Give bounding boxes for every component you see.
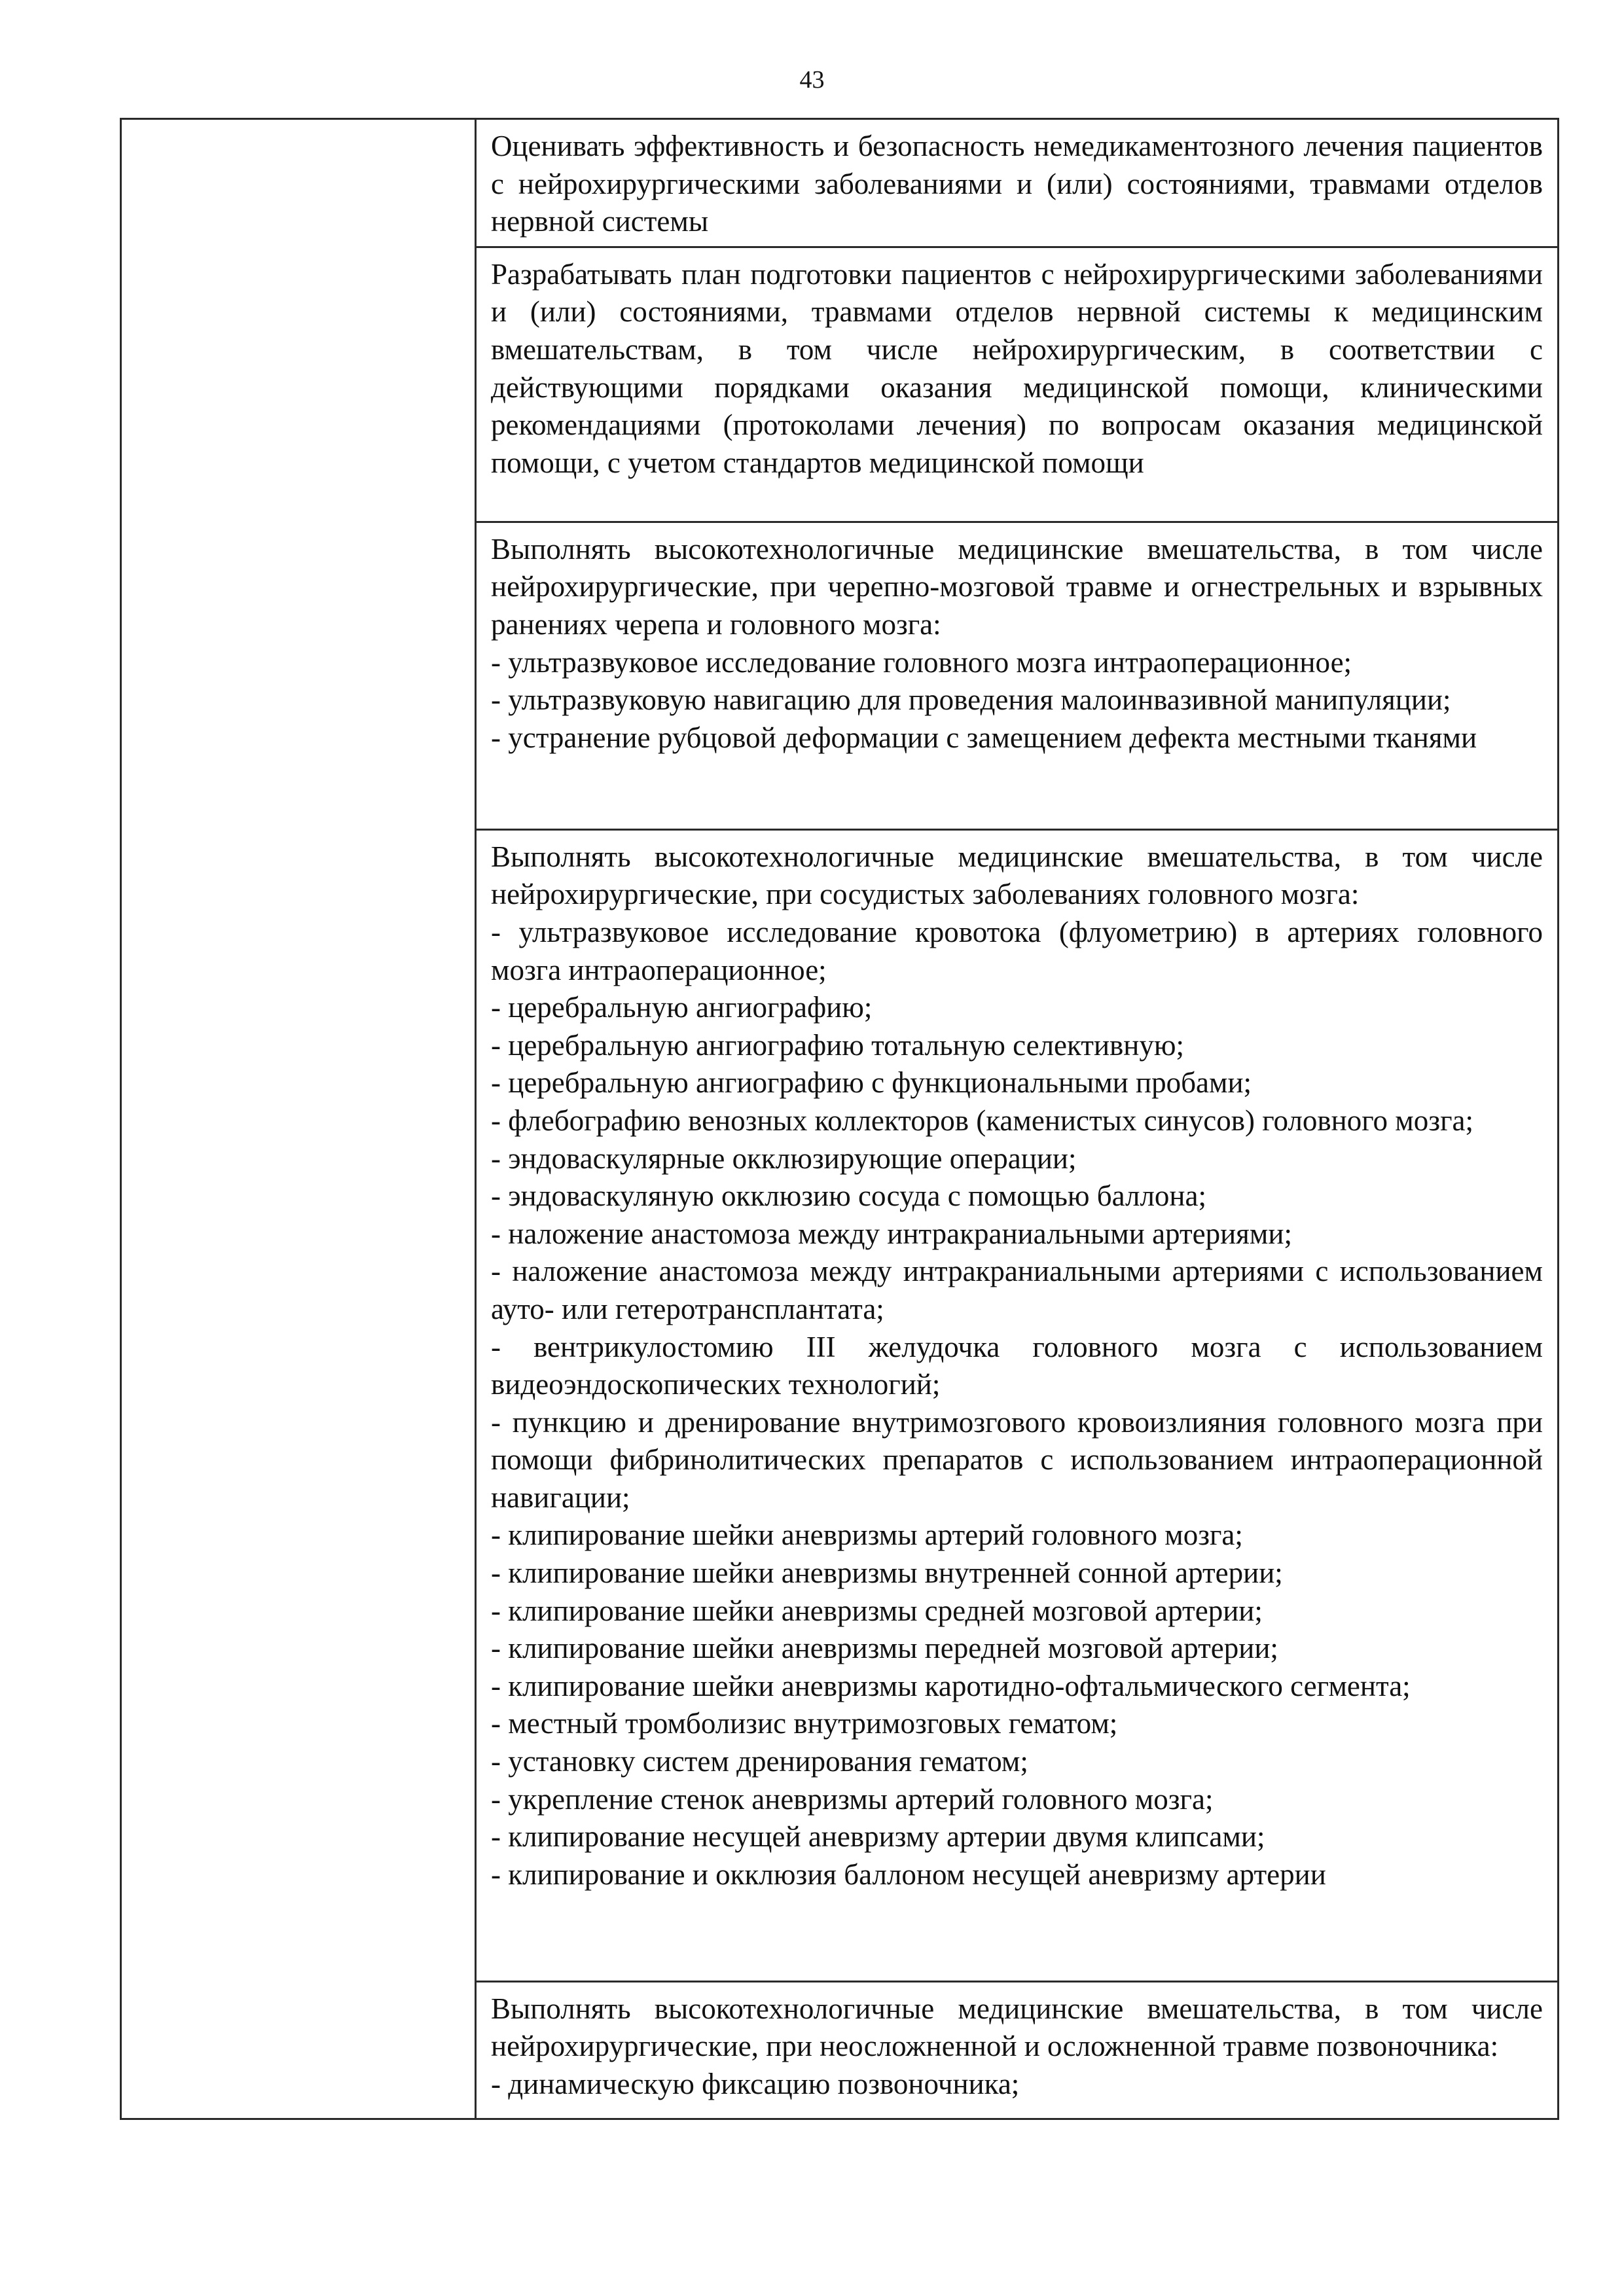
cell-paragraph: Оценивать эффективность и безопасность немедикаментозного лечения пациентов с нейрохирургическими заболеваниями и (или) состояниями, травмами отделов нервной системы xyxy=(491,130,1543,238)
list-item: - церебральную ангиографию; xyxy=(491,991,873,1024)
page-number: 43 xyxy=(799,66,825,94)
table-cell xyxy=(476,119,1559,247)
list-item: - эндоваскуляную окклюзию сосуда с помощью баллона; xyxy=(491,1179,1206,1213)
table-cell xyxy=(476,1981,1559,2119)
cell-paragraph: Выполнять высокотехнологичные медицинские вмешательства, в том числе нейрохирургические, при сосудистых заболеваниях головного мозга: xyxy=(491,840,1543,911)
list-item: - клипирование шейки аневризмы каротидно-офтальмического сегмента; xyxy=(491,1669,1411,1702)
list-item: - ультразвуковое исследование головного мозга интраоперационное; xyxy=(491,645,1352,679)
list-item: - наложение анастомоза между интракраниальными артериями с использованием ауто- или гетеротрансплантата; xyxy=(491,1255,1543,1325)
cell-text xyxy=(477,831,1557,1899)
list-item: - устранение рубцовой деформации с замещением дефекта местными тканями xyxy=(491,721,1477,754)
cell-paragraph: Разрабатывать план подготовки пациентов с нейрохирургическими заболеваниями и (или) состояниями, травмами отделов нервной системы к медицинским вмешательствам, в том числе нейрохирургическим, в соответствии с действующими порядками оказания медицинской помощи, клиническими рекомендациями (протоколами лечения) по вопросам оказания медицинской помощи, с учетом стандартов медицинской помощи xyxy=(491,257,1543,479)
list-item: - клипирование и окклюзия баллоном несущей аневризму артерии xyxy=(491,1857,1326,1891)
list-item: - церебральную ангиографию тотальную селективную; xyxy=(491,1028,1184,1062)
list-item: - ультразвуковую навигацию для проведения малоинвазивной манипуляции; xyxy=(491,683,1451,717)
list-item: - вентрикулостомию III желудочка головного мозга с использованием видеоэндоскопических технологий; xyxy=(491,1330,1543,1401)
list-item: - клипирование шейки аневризмы внутренней сонной артерии; xyxy=(491,1556,1283,1590)
list-item: - клипирование шейки аневризмы артерий головного мозга; xyxy=(491,1518,1243,1552)
list-item: - наложение анастомоза между интракраниальными артериями; xyxy=(491,1217,1292,1250)
list-item: - пункцию и дренирование внутримозгового кровоизлияния головного мозга при помощи фибринолитических препаратов с использованием интраоперационной навигации; xyxy=(491,1405,1543,1514)
cell-text xyxy=(477,523,1557,762)
list-item: - ультразвуковое исследование кровотока (флуометрию) в артериях головного мозга интраоперационное; xyxy=(491,915,1543,986)
cell-text xyxy=(477,120,1557,246)
table-cell xyxy=(476,829,1559,1981)
left-merged-cell xyxy=(121,119,476,2119)
list-item: - эндоваскулярные окклюзирующие операции; xyxy=(491,1141,1077,1175)
list-item: - клипирование шейки аневризмы средней мозговой артерии; xyxy=(491,1594,1263,1627)
list-item: - укрепление стенок аневризмы артерий головного мозга; xyxy=(491,1782,1214,1816)
list-item: - местный тромболизис внутримозговых гематом; xyxy=(491,1707,1118,1740)
table-cell xyxy=(476,522,1559,829)
cell-paragraph: Выполнять высокотехнологичные медицинские вмешательства, в том числе нейрохирургические, при черепно-мозговой травме и огнестрельных и взрывных ранениях черепа и головного мозга: xyxy=(491,532,1543,641)
list-item: - флебографию венозных коллекторов (каменистых синусов) головного мозга; xyxy=(491,1103,1473,1137)
list-item: - клипирование шейки аневризмы передней мозговой артерии; xyxy=(491,1632,1278,1665)
list-item: - динамическую фиксацию позвоночника; xyxy=(491,2067,1020,2100)
table-row xyxy=(121,119,1559,247)
list-item: - клипирование несущей аневризму артерии двумя клипсами; xyxy=(491,1820,1265,1854)
list-item: - церебральную ангиографию с функциональными пробами; xyxy=(491,1066,1252,1100)
skills-table xyxy=(120,118,1559,2120)
cell-text xyxy=(477,248,1557,488)
list-item: - установку систем дренирования гематом; xyxy=(491,1745,1028,1778)
table-cell xyxy=(476,247,1559,522)
cell-text xyxy=(477,1982,1557,2109)
cell-paragraph: Выполнять высокотехнологичные медицинские вмешательства, в том числе нейрохирургические, при неосложненной и осложненной травме позвоночника: xyxy=(491,1992,1543,2063)
